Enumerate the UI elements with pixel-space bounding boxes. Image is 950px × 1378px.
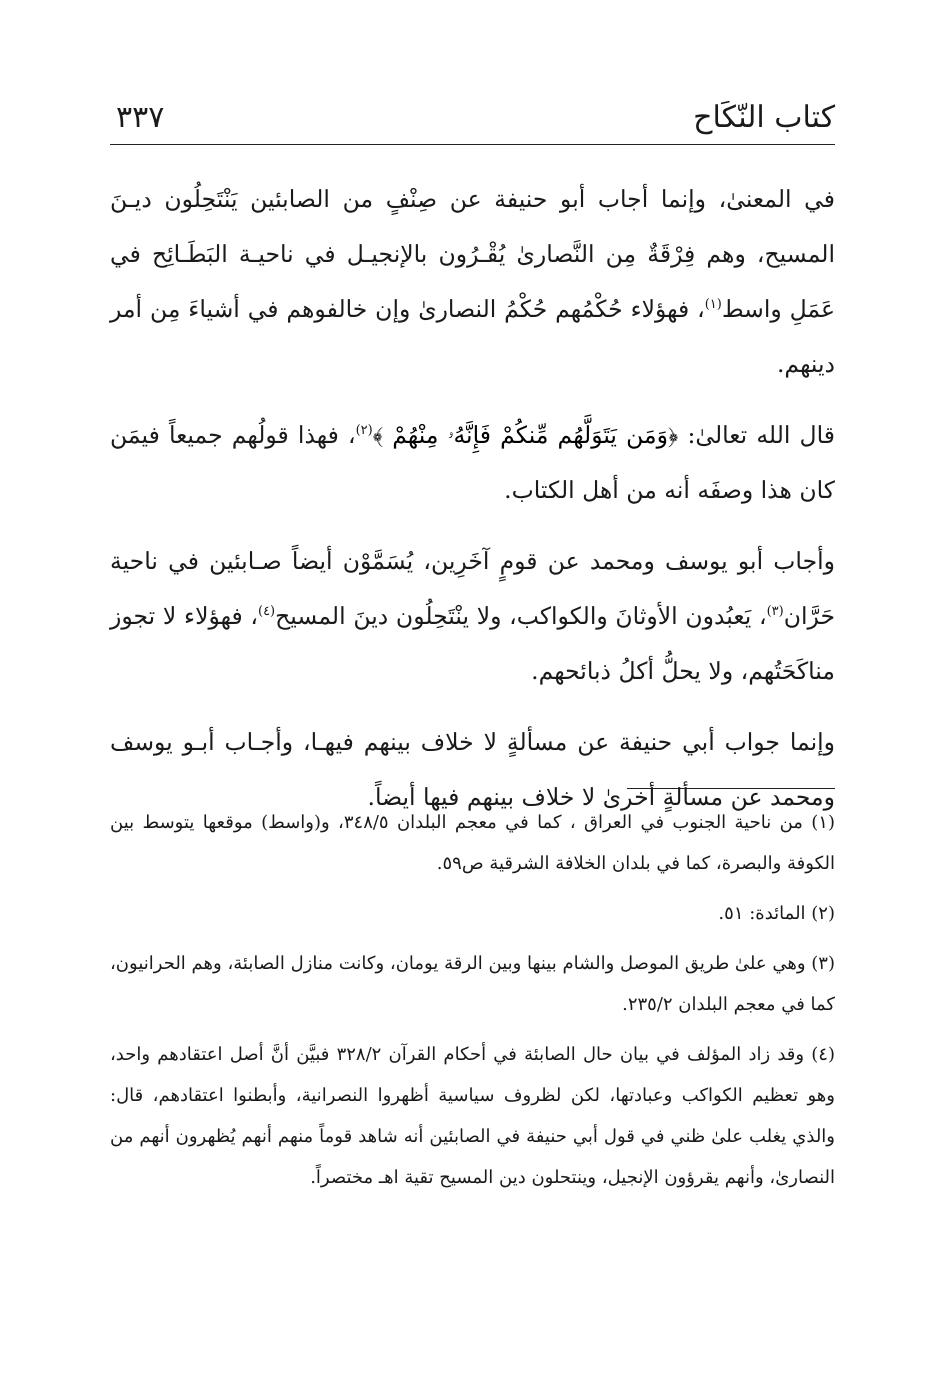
paragraph-3-text-end: ، فهؤلاء لا تجوز مناكَحَتُهم، ولا يحلُّ أكلُ ذبائحهم. — [110, 602, 835, 685]
paragraph-3-text-cont: ، يَعبُدون الأوثانَ والكواكب، ولا ينْتَحِلُون دينَ المسيح — [275, 602, 767, 630]
book-page — [110, 0, 835, 1378]
paragraph-3 — [110, 534, 835, 699]
footnote-ref-1: (١) — [704, 297, 722, 313]
paragraph-3-text: وأجاب أبو يوسف ومحمد عن قومٍ آخَرِين، يُسَمَّوْن أيضاً صـابئين في ناحية حَرَّان — [110, 547, 835, 630]
footnotes — [110, 802, 835, 1207]
page-number: ٣٣٧ — [116, 100, 165, 135]
footnote-4: (٤) وقد زاد المؤلف في بيان حال الصابئة في أحكام القرآن ٣٢٨/٢ فبيَّن أنَّ أصل اعتقادهم واحد، وهو تعظيم الكواكب وعبادتها، لكن لظروف سياسية أظهروا النصرانية، وأبطنوا اعتقادهم، قال: والذي يغلب علىٰ ظني في قول أبي حنيفة في الصابئين أنه شاهد قوماً منهم أنهم يُظهرون أنهم من النصارىٰ، وأنهم يقرؤون الإنجيل، وينتحلون دين المسيح تقية اهـ مختصراً. — [110, 1044, 835, 1188]
main-text — [110, 172, 835, 841]
footnote-ref-3: (٣) — [766, 604, 784, 620]
page-header — [110, 92, 835, 145]
footnote-ref-4: (٤) — [257, 604, 276, 620]
paragraph-2-text-cont: ، فهذا قولُهم جميعاً فيمَن كان هذا وصفَه أنه من أهل الكتاب. — [110, 421, 835, 504]
paragraph-1-text-cont: ، فهؤلاء حُكْمُهم حُكْمُ النصارىٰ وإن خالفوهم في أشياءَ مِن أمر دينهم. — [110, 295, 835, 378]
footnote-divider — [627, 788, 835, 789]
footnote-1: (١) من ناحية الجنوب في العراق ، كما في معجم البلدان ٣٤٨/٥، و(واسط) موقعها يتوسط بين الكوفة والبصرة، كما في بلدان الخلافة الشرقية ص٥٩. — [110, 812, 835, 874]
footnote-ref-2: (٢) — [355, 423, 373, 439]
paragraph-2 — [110, 408, 835, 518]
paragraph-4: وإنما جواب أبي حنيفة عن مسألةٍ لا خلاف بينهم فيهـا، وأجـاب أبـو يوسف ومحمد عن مسألةٍ أخرىٰ لا خلاف بينهم فيها أيضاً. — [110, 728, 835, 811]
running-title: كتاب النّكَاح — [693, 100, 835, 135]
paragraph-2-text: قال الله تعالىٰ: — [678, 421, 835, 449]
footnote-2: (٢) المائدة: ٥١. — [718, 903, 835, 924]
quran-verse: ﴿وَمَن يَتَوَلَّهُم مِّنكُمْ فَإِنَّهُۥ مِنْهُمْ ﴾ — [372, 421, 679, 449]
paragraph-1 — [110, 172, 835, 392]
paragraph-1-text: في المعنىٰ، وإنما أجاب أبو حنيفة عن صِنْفٍ من الصابئين يَنْتَحِلُون ديـنَ المسيح، وهم فِرْقَةٌ مِن النَّصارىٰ يُقْـرُون بالإنجيـل في ناحيـة البَطَـائِح في عَمَلِ واسط — [110, 185, 836, 323]
footnote-3: (٣) وهي علىٰ طريق الموصل والشام بينها وبين الرقة يومان، وكانت منازل الصابئة، وهم الحرانيون، كما في معجم البلدان ٢٣٥/٢. — [110, 953, 835, 1015]
